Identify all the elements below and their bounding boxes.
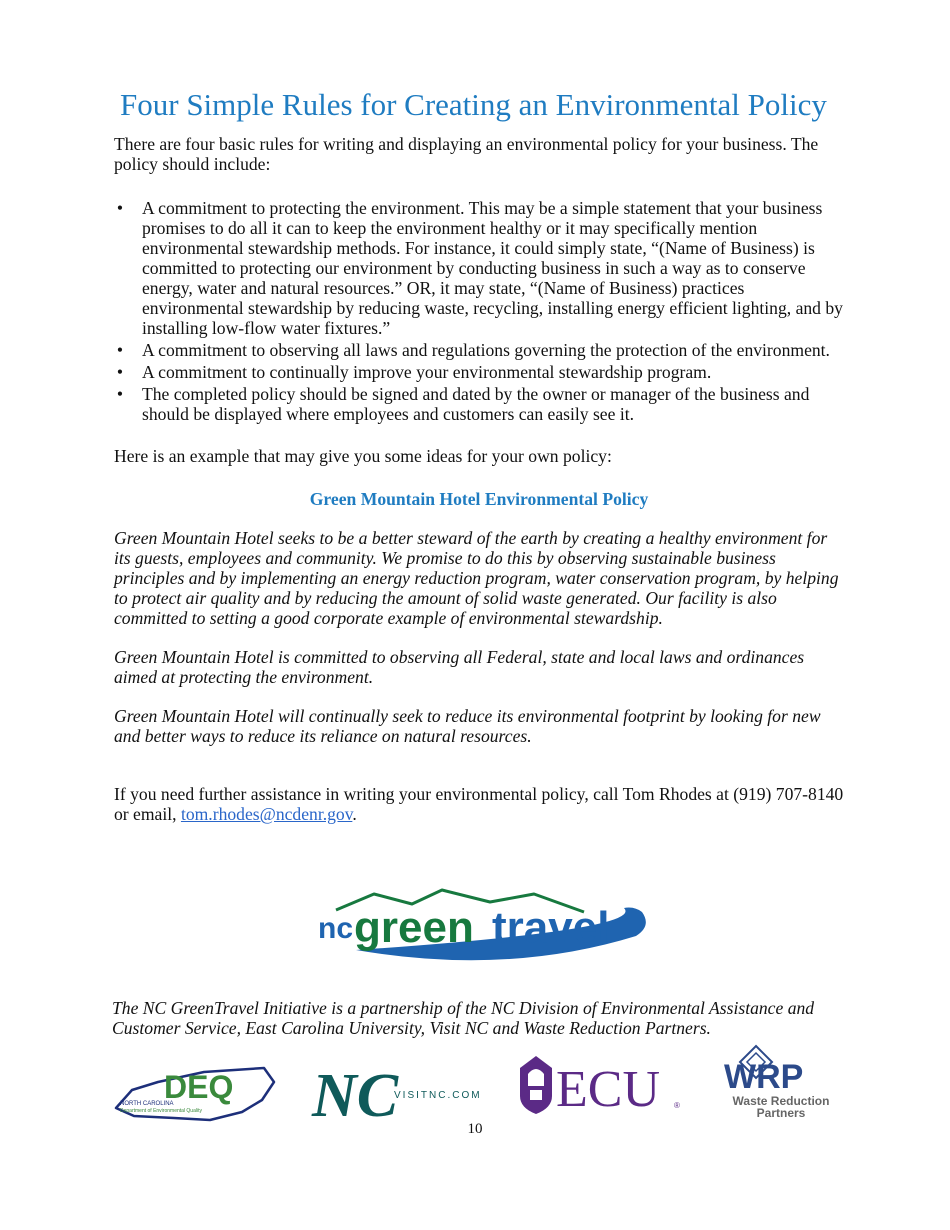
list-item (114, 362, 844, 382)
assistance-text: If you need further assistance in writing your environmental policy, call Tom Rhodes at (919) 707-8140 or email, (114, 784, 844, 824)
logo-nc-text: nc (318, 912, 354, 945)
rule-text: A commitment to observing all laws and regulations governing the protection of the environment. (142, 340, 830, 360)
email-link[interactable]: tom.rhodes@ncdenr.gov (180, 804, 353, 824)
bullet-icon: • (116, 340, 124, 360)
list-item (114, 384, 844, 424)
visitnc-mark-text: NC (312, 1062, 399, 1130)
wrp-logo (720, 1044, 842, 1120)
deq-state-text: NORTH CAROLINA (120, 1101, 174, 1107)
rule-text: A commitment to protecting the environment. This may be a simple statement that your business promises to do all it can to keep the environment healthy or it may specifically mention environmental stewardship methods. For instance, it could simply state, “(Name of Business) is committed to protecting our environment by conducting business in such a way as to conserve energy, water and natural resources.” OR, it may state, “(Name of Business) practices environmental stewardship by reducing waste, recycling, installing energy efficient lighting, and by installing low-flow water fixtures.” (142, 198, 843, 338)
logo-travel-text: travel (492, 903, 610, 952)
example-title: Green Mountain Hotel Environmental Policy (309, 489, 649, 509)
bullet-icon: • (116, 362, 124, 382)
deq-logo (114, 1060, 276, 1122)
example-paragraph: Green Mountain Hotel is committed to observing all Federal, state and local laws and ordinances aimed at protecting the environment. (114, 647, 805, 687)
wrp-line2-text: Partners (756, 1106, 806, 1120)
page-number: 10 (467, 1121, 483, 1137)
visitnc-url-text: VISITNC.COM (394, 1090, 482, 1101)
logo-green-text: green (354, 903, 474, 952)
rule-text: The completed policy should be signed and dated by the owner or manager of the business and should be displayed where employees and customers can easily see it. (142, 384, 810, 424)
ncgreentravel-logo (316, 886, 656, 966)
page-title: Four Simple Rules for Creating an Environmental Policy (120, 87, 827, 122)
intro-paragraph: There are four basic rules for writing and displaying an environmental policy for your business. The policy should include: (114, 134, 819, 174)
list-item (114, 198, 844, 338)
wrp-mark-text: WRP (724, 1058, 804, 1096)
example-paragraph: Green Mountain Hotel seeks to be a better steward of the earth by creating a healthy environment for its guests, employees and community. We promise to do this by observing sustainable business principles and by implementing an energy reduction program, water conservation program, by helping to protect air quality and by reducing the amount of solid waste generated. Our facility is also committed to setting a good corporate example of environmental stewardship. (114, 528, 839, 628)
deq-dept-text: Department of Environmental Quality (120, 1108, 202, 1114)
deq-mark-text: DEQ (164, 1069, 234, 1105)
ecu-cupola-icon (528, 1069, 544, 1086)
list-item (114, 340, 844, 360)
bullet-icon: • (116, 384, 124, 404)
rule-text: A commitment to continually improve your environmental stewardship program. (142, 362, 712, 382)
rules-list (114, 198, 844, 424)
bullet-icon: • (116, 198, 124, 218)
ecu-mark-text: ECU (556, 1061, 660, 1118)
assistance-suffix: . (352, 804, 357, 824)
partnership-statement: The NC GreenTravel Initiative is a partnership of the NC Division of Environmental Assistance and Customer Service, East Carolina University, Visit NC and Waste Reduction Partners. (112, 998, 815, 1038)
wrp-line1-text: Waste Reduction (732, 1094, 830, 1108)
ecu-logo (516, 1052, 684, 1116)
example-intro: Here is an example that may give you some ideas for your own policy: (114, 446, 612, 466)
assistance-paragraph (114, 784, 844, 824)
example-paragraph: Green Mountain Hotel will continually seek to reduce its environmental footprint by looking for new and better ways to reduce its reliance on natural resources. (114, 706, 821, 746)
document-body (114, 86, 844, 824)
ecu-registered-text: ® (674, 1101, 680, 1110)
